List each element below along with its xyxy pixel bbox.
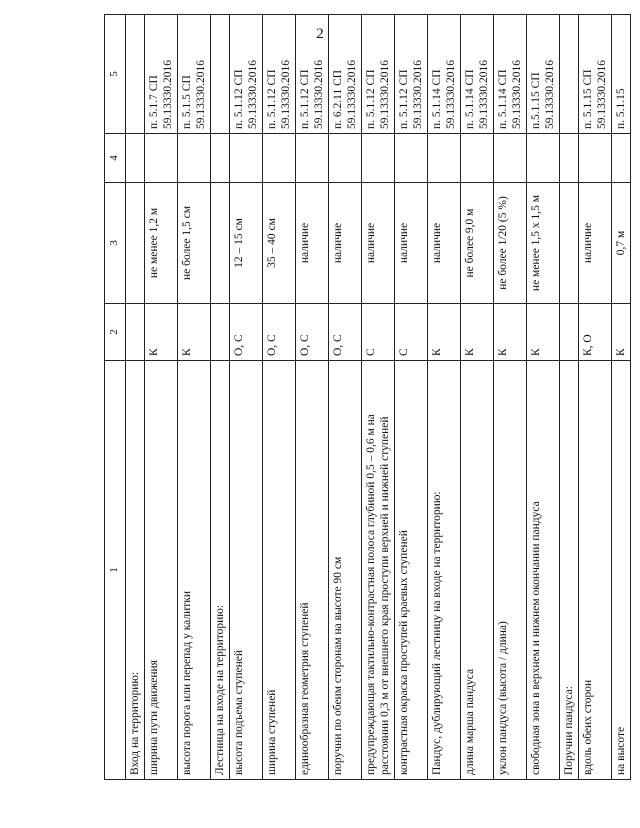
cell-c3 bbox=[126, 183, 145, 304]
cell-c5 bbox=[211, 15, 230, 134]
cell-c5: п. 5.1.15 СП 59.13330.2016 bbox=[579, 15, 612, 134]
cell-c2 bbox=[211, 304, 230, 361]
cell-c5: п. 5.1.12 СП 59.13330.2016 bbox=[296, 15, 329, 134]
cell-c2 bbox=[560, 304, 579, 361]
header-col-1: 1 bbox=[105, 361, 126, 780]
cell-c1: поручни по обеим сторонам на высоте 90 см bbox=[329, 361, 362, 780]
cell-c2 bbox=[126, 304, 145, 361]
cell-c2: К bbox=[461, 304, 494, 361]
table-row bbox=[362, 15, 395, 780]
cell-c1: вдоль обеих сторон bbox=[579, 361, 612, 780]
section-row bbox=[126, 15, 145, 780]
table-row bbox=[263, 15, 296, 780]
cell-c4 bbox=[145, 134, 178, 183]
table-row bbox=[494, 15, 527, 780]
cell-c2: К, О bbox=[579, 304, 612, 361]
cell-c1: ширина ступеней bbox=[263, 361, 296, 780]
cell-c5: п.5.1.15 СП 59.13330.2016 bbox=[527, 15, 560, 134]
cell-c4 bbox=[560, 134, 579, 183]
cell-c1: Лестница на входе на территорию: bbox=[211, 361, 230, 780]
cell-c4 bbox=[296, 134, 329, 183]
cell-c4 bbox=[527, 134, 560, 183]
cell-c4 bbox=[395, 134, 428, 183]
cell-c2: С bbox=[395, 304, 428, 361]
cell-c5: п. 6.2.11 СП 59.13330.2016 bbox=[329, 15, 362, 134]
cell-c1: единообразная геометрия ступеней bbox=[296, 361, 329, 780]
table-row bbox=[579, 15, 612, 780]
cell-c1: Вход на территорию: bbox=[126, 361, 145, 780]
cell-c5: п. 5.1.12 СП 59.13330.2016 bbox=[362, 15, 395, 134]
requirements-table bbox=[104, 60, 626, 780]
table-row bbox=[230, 15, 263, 780]
cell-c3: 12 – 15 см bbox=[230, 183, 263, 304]
cell-c1: длина марша пандуса bbox=[461, 361, 494, 780]
cell-c3: не более 9,0 м bbox=[461, 183, 494, 304]
cell-c1: ширина пути движения bbox=[145, 361, 178, 780]
table-row bbox=[145, 15, 178, 780]
cell-c5: п. 5.1.14 СП 59.13330.2016 bbox=[494, 15, 527, 134]
cell-c4 bbox=[579, 134, 612, 183]
table-row bbox=[329, 15, 362, 780]
table-row bbox=[428, 15, 461, 780]
cell-c5: п. 5.1.12 СП 59.13330.2016 bbox=[395, 15, 428, 134]
cell-c2: С bbox=[362, 304, 395, 361]
table-header-row bbox=[105, 15, 126, 780]
cell-c2: О, С bbox=[263, 304, 296, 361]
cell-c1: Поручни пандуса: bbox=[560, 361, 579, 780]
table-row bbox=[527, 15, 560, 780]
cell-c2: К bbox=[145, 304, 178, 361]
table-row bbox=[178, 15, 211, 780]
cell-c4 bbox=[263, 134, 296, 183]
cell-c2: К bbox=[612, 304, 631, 361]
cell-c1: Пандус, дублирующий лестницу на входе на территорию: bbox=[428, 361, 461, 780]
cell-c5: п. 5.1.5 СП 59.13330.2016 bbox=[178, 15, 211, 134]
cell-c1: уклон пандуса (высота / длина) bbox=[494, 361, 527, 780]
cell-c2: О, С bbox=[329, 304, 362, 361]
cell-c1: высота подъема ступеней bbox=[230, 361, 263, 780]
cell-c2: К bbox=[494, 304, 527, 361]
cell-c2: К bbox=[178, 304, 211, 361]
cell-c4 bbox=[329, 134, 362, 183]
page-number: 2 bbox=[316, 26, 324, 42]
table-row bbox=[296, 15, 329, 780]
cell-c4 bbox=[362, 134, 395, 183]
cell-c4 bbox=[461, 134, 494, 183]
header-col-5: 5 bbox=[105, 15, 126, 134]
table-row bbox=[395, 15, 428, 780]
cell-c1: на высоте bbox=[612, 361, 631, 780]
cell-c3: не более 1/20 (5 %) bbox=[494, 183, 527, 304]
cell-c5: п. 5.1.14 СП 59.13330.2016 bbox=[428, 15, 461, 134]
cell-c5 bbox=[126, 15, 145, 134]
cell-c4 bbox=[211, 134, 230, 183]
cell-c3: не менее 1,5 х 1,5 м bbox=[527, 183, 560, 304]
cell-c3: наличие bbox=[579, 183, 612, 304]
cell-c3: не менее 1,2 м bbox=[145, 183, 178, 304]
cell-c3 bbox=[211, 183, 230, 304]
section-row bbox=[211, 15, 230, 780]
cell-c5 bbox=[560, 15, 579, 134]
cell-c1: высота порога или перепад у калитки bbox=[178, 361, 211, 780]
cell-c3: наличие bbox=[296, 183, 329, 304]
cell-c4 bbox=[494, 134, 527, 183]
rotated-table-container bbox=[104, 60, 626, 780]
cell-c5: п. 5.1.7 СП 59.13330.2016 bbox=[145, 15, 178, 134]
cell-c1: предупреждающая тактильно-контрастная полоса глубиной 0,5 – 0,6 м на расстоянии 0,3 м от внешнего края проступи верхней и нижней ступеней bbox=[362, 361, 395, 780]
cell-c2: К bbox=[428, 304, 461, 361]
cell-c4 bbox=[428, 134, 461, 183]
cell-c3 bbox=[560, 183, 579, 304]
cell-c3: наличие bbox=[428, 183, 461, 304]
cell-c5: п. 5.1.12 СП 59.13330.2016 bbox=[263, 15, 296, 134]
table-row bbox=[612, 15, 631, 780]
cell-c3: не более 1,5 см bbox=[178, 183, 211, 304]
cell-c4 bbox=[230, 134, 263, 183]
cell-c1: свободная зона в верхнем и нижнем окончании пандуса bbox=[527, 361, 560, 780]
cell-c2: К bbox=[527, 304, 560, 361]
cell-c2: О, С bbox=[296, 304, 329, 361]
cell-c3: наличие bbox=[329, 183, 362, 304]
header-col-3: 3 bbox=[105, 183, 126, 304]
cell-c5: п. 5.1.14 СП 59.13330.2016 bbox=[461, 15, 494, 134]
header-col-4: 4 bbox=[105, 134, 126, 183]
cell-c4 bbox=[126, 134, 145, 183]
cell-c4 bbox=[612, 134, 631, 183]
cell-c2: О, С bbox=[230, 304, 263, 361]
header-col-2: 2 bbox=[105, 304, 126, 361]
cell-c3: 35 – 40 см bbox=[263, 183, 296, 304]
table-row bbox=[461, 15, 494, 780]
cell-c3: наличие bbox=[362, 183, 395, 304]
cell-c3: 0,7 м bbox=[612, 183, 631, 304]
cell-c4 bbox=[178, 134, 211, 183]
cell-c1: контрастная окраска проступей краевых ступеней bbox=[395, 361, 428, 780]
cell-c5: п. 5.1.15 bbox=[612, 15, 631, 134]
cell-c5: п. 5.1.12 СП 59.13330.2016 bbox=[230, 15, 263, 134]
section-row bbox=[560, 15, 579, 780]
cell-c3: наличие bbox=[395, 183, 428, 304]
